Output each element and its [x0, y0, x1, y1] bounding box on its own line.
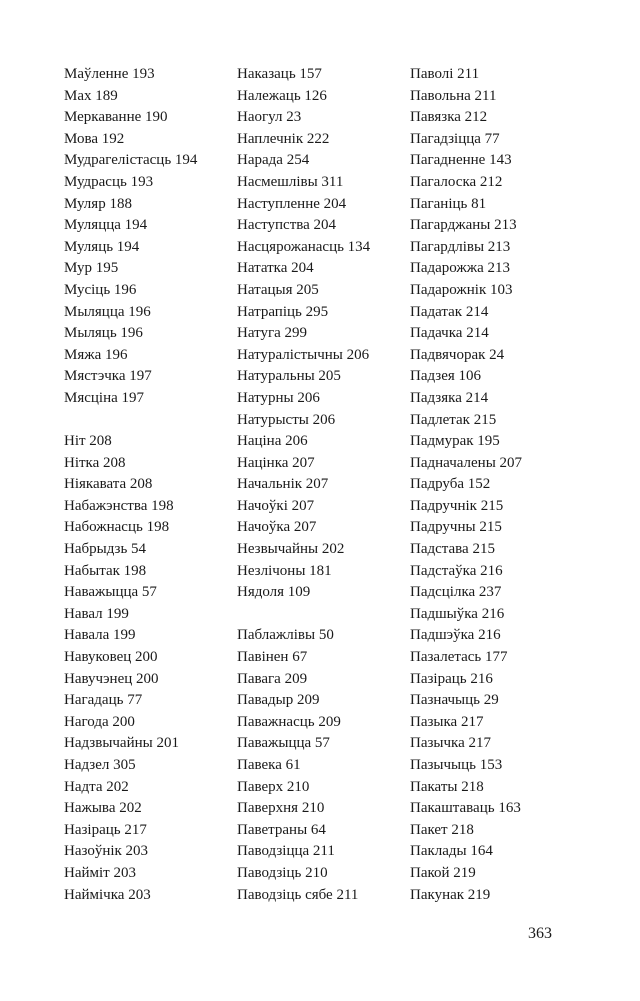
index-column-3 — [410, 64, 580, 928]
index-entry: Набрыдзь 54 — [64, 541, 147, 558]
index-entry: Падатак 214 — [410, 303, 489, 320]
index-entry: Падшэўка 216 — [410, 627, 501, 644]
index-entry: Пагадзіцца 77 — [410, 130, 500, 147]
index-entry: Паводзіць 210 — [237, 864, 328, 881]
index-entry: Паважнасць 209 — [237, 713, 341, 730]
index-entry: Назоўнік 203 — [64, 843, 149, 860]
index-entry: Падмурак 195 — [410, 433, 500, 450]
index-entry: Паблажлівы 50 — [237, 627, 334, 644]
index-column-2 — [237, 64, 402, 928]
index-entry: Незлічоны 181 — [237, 562, 332, 579]
index-entry: Мыляцца 196 — [64, 303, 151, 320]
index-entry: Павадыр 209 — [237, 692, 320, 709]
index-entry: Надзвычайны 201 — [64, 735, 179, 752]
index-entry: Нагадаць 77 — [64, 692, 143, 709]
index-entry: Мястэчка 197 — [64, 368, 152, 385]
index-entry: Надзел 305 — [64, 757, 136, 773]
index-entry: Наступленне 204 — [237, 195, 347, 212]
index-entry: Мясціна 197 — [64, 389, 145, 406]
index-entry: Падшыўка 216 — [410, 605, 505, 622]
entry-group — [237, 64, 402, 604]
index-entry: Мяжа 196 — [64, 346, 128, 363]
index-entry: Нарада 254 — [237, 152, 310, 169]
index-entry: Набытак 198 — [64, 562, 147, 579]
index-entry: Навуковец 200 — [64, 649, 158, 666]
index-entry: Падначалены 207 — [410, 454, 523, 471]
index-entry: Наогул 23 — [237, 109, 302, 126]
index-column-1 — [64, 64, 229, 928]
index-entry: Падарожнік 103 — [410, 281, 513, 298]
index-entry: Націнка 207 — [237, 454, 315, 471]
index-entry: Нацiна 206 — [237, 433, 308, 450]
entry-group — [64, 64, 229, 410]
index-entry: Мудрасць 193 — [64, 173, 154, 190]
index-entry: Падзея 106 — [410, 368, 482, 385]
index-entry: Падстава 215 — [410, 541, 495, 558]
index-entry: Навучэнец 200 — [64, 670, 159, 687]
index-entry: Павязка 212 — [410, 109, 488, 126]
page-number: 363 — [528, 925, 552, 942]
index-entry: Пакой 219 — [410, 864, 476, 881]
index-entry: Мах 189 — [64, 87, 118, 104]
index-entry: Пагарджаны 213 — [410, 217, 517, 234]
index-entry: Паверх 210 — [237, 778, 310, 795]
index-entry: Навал 199 — [64, 605, 129, 622]
index-entry: Начоўкі 207 — [237, 497, 315, 514]
index-entry: Паволі 211 — [410, 66, 480, 82]
index-entry: Набожнасць 198 — [64, 519, 170, 536]
index-entry: Мова 192 — [64, 130, 125, 147]
index-entry: Натрапіць 295 — [237, 303, 329, 320]
index-entry: Паводзіць сябе 211 — [237, 886, 359, 903]
entry-group — [410, 64, 580, 906]
index-entry: Наплечнік 222 — [237, 130, 330, 147]
index-entry: Маўленне 193 — [64, 66, 155, 82]
index-entry: Нітка 208 — [64, 454, 126, 471]
index-entry: Паклады 164 — [410, 843, 493, 860]
index-entry: Нажыва 202 — [64, 800, 142, 817]
index-entry: Пакет 218 — [410, 821, 474, 838]
index-entry: Навала 199 — [64, 627, 136, 644]
index-entry: Натурны 206 — [237, 389, 320, 406]
index-entry: Нататка 204 — [237, 260, 314, 277]
index-entry: Пакаты 218 — [410, 778, 484, 795]
index-entry: Паверхня 210 — [237, 800, 325, 817]
index-entry: Натацыя 205 — [237, 281, 319, 298]
entry-group — [64, 431, 229, 906]
index-entry: Наступства 204 — [237, 217, 337, 234]
index-entry: Начоўка 207 — [237, 519, 317, 536]
index-entry: Пазычыць 153 — [410, 757, 503, 773]
index-entry: Пакунак 219 — [410, 886, 491, 903]
index-entry: Насмешлівы 311 — [237, 173, 344, 190]
index-entry: Меркаванне 190 — [64, 109, 168, 126]
index-entry: Мудрагелістасць 194 — [64, 152, 198, 169]
index-entry: Падарожжа 213 — [410, 260, 511, 277]
index-entry: Пазалетась 177 — [410, 649, 508, 666]
index-entry: Паважыцца 57 — [237, 735, 330, 752]
index-entry: Пазычка 217 — [410, 735, 492, 752]
index-entry: Назіраць 217 — [64, 821, 147, 838]
entry-group — [237, 625, 402, 906]
index-entry: Паветраны 64 — [237, 821, 326, 838]
index-entry: Падзяка 214 — [410, 389, 489, 406]
index-entry: Мусіць 196 — [64, 281, 137, 298]
index-entry: Натуралістычны 206 — [237, 346, 370, 363]
index-entry: Незвычайны 202 — [237, 541, 345, 558]
index-entry: Начальнік 207 — [237, 476, 329, 493]
index-entry: Пагардлівы 213 — [410, 238, 511, 255]
index-entry: Падсцілка 237 — [410, 584, 502, 601]
index-entry: Нагода 200 — [64, 713, 135, 730]
index-entry: Насцярожанасць 134 — [237, 238, 371, 255]
index-entry: Пакаштаваць 163 — [410, 800, 521, 817]
index-entry: Ніт 208 — [64, 433, 112, 450]
index-entry: Падручны 215 — [410, 519, 502, 536]
index-entry: Наймічка 203 — [64, 886, 151, 903]
index-entry: Натурысты 206 — [237, 411, 336, 428]
index-entry: Паводзіцца 211 — [237, 843, 335, 860]
index-entry: Пазіраць 216 — [410, 670, 493, 687]
index-entry: Належаць 126 — [237, 87, 327, 104]
index-entry: Наважыцца 57 — [64, 584, 157, 601]
index-entry: Падручнік 215 — [410, 497, 504, 514]
index-entry: Павага 209 — [237, 670, 308, 687]
index-entry: Павольна 211 — [410, 87, 497, 104]
index-entry: Паганіць 81 — [410, 195, 487, 212]
index-entry: Нядоля 109 — [237, 584, 311, 601]
index-entry: Наказаць 157 — [237, 66, 322, 82]
index-entry: Натуральны 205 — [237, 368, 341, 385]
index-entry: Пазначыць 29 — [410, 692, 499, 709]
index-entry: Падлетак 215 — [410, 411, 497, 428]
index-entry: Муляць 194 — [64, 238, 140, 255]
index-entry: Ніякавата 208 — [64, 476, 153, 493]
index-entry: Наймiт 203 — [64, 864, 136, 881]
index-entry: Падачка 214 — [410, 325, 489, 342]
index-entry: Пагалоска 212 — [410, 173, 503, 190]
index-entry: Муляцца 194 — [64, 217, 148, 234]
index-entry: Мур 195 — [64, 260, 119, 277]
index-entry: Павінен 67 — [237, 649, 308, 666]
index-entry: Надта 202 — [64, 778, 129, 795]
index-entry: Падруба 152 — [410, 476, 491, 493]
index-entry: Набажэнства 198 — [64, 497, 174, 514]
index-entry: Пагадненне 143 — [410, 152, 512, 169]
index-entry: Падстаўка 216 — [410, 562, 503, 579]
index-entry: Натуга 299 — [237, 325, 308, 342]
index-entry: Падвячорак 24 — [410, 346, 505, 363]
index-entry: Пазыка 217 — [410, 713, 484, 730]
index-entry: Павека 61 — [237, 757, 301, 773]
index-entry: Муляр 188 — [64, 195, 132, 212]
index-entry: Мыляць 196 — [64, 325, 143, 342]
